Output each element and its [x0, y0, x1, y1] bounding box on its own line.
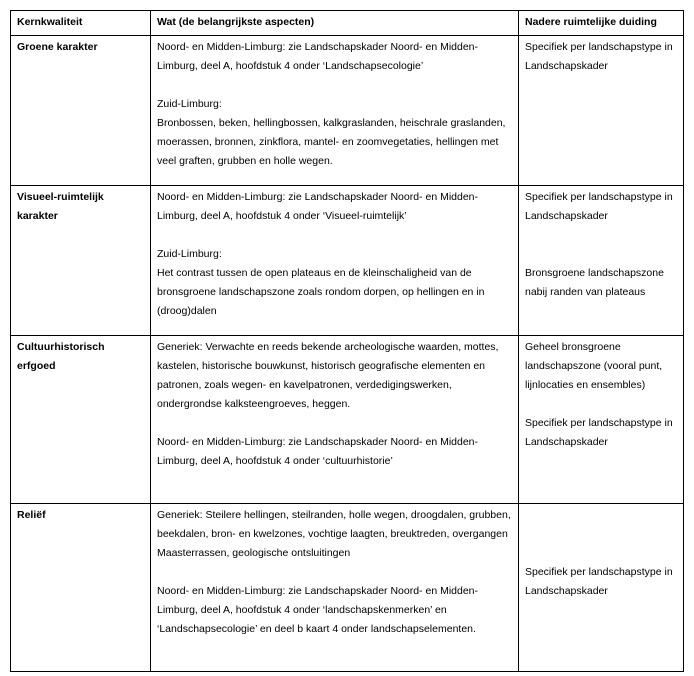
- wat-paragraph: Noord- en Midden-Limburg: zie Landschapskader Noord- en Midden-Limburg, deel A, hoofdstuk 4 onder ‘landschapskenmerken’ en ‘Landschapsecologie’ en deel b kaart 4 onder landschapselementen.: [157, 585, 479, 635]
- kernkwaliteit-cell: Groene karakter: [11, 36, 151, 186]
- duiding-cell: [519, 36, 684, 186]
- table-row: [11, 504, 684, 672]
- wat-paragraph: Zuid-Limburg: Het contrast tussen de open plateaus en de kleinschaligheid van de bronsgroene landschapszone zoals rondom dorpen, op hellingen en in (droog)dalen: [157, 248, 485, 317]
- table-row: [11, 36, 684, 186]
- wat-paragraph: Generiek: Steilere hellingen, steilranden, holle wegen, droogdalen, grubben, beekdalen, bron- en kwelzones, vochtige laagten, breuktreden, overgangen Maasterrassen, geologische ontsluitingen: [157, 509, 511, 559]
- kernkwaliteiten-table: [10, 10, 684, 672]
- kernkwaliteit-cell: Cultuurhistorisch erfgoed: [11, 336, 151, 504]
- wat-paragraph: Generiek: Verwachte en reeds bekende archeologische waarden, mottes, kastelen, historische bouwkunst, historisch geografische elementen en patronen, zoals wegen- en kavelpatronen, verdedigingswerken, ondergrondse kalksteengroeves, heggen.: [157, 341, 499, 410]
- duiding-paragraph: Specifiek per landschapstype in Landschapskader: [525, 191, 673, 222]
- duiding-paragraph: Geheel bronsgroene landschapszone (vooral punt, lijnlocaties en ensembles): [525, 341, 663, 391]
- duiding-paragraph: Specifiek per landschapstype in Landschapskader: [525, 41, 673, 72]
- duiding-cell: [519, 186, 684, 336]
- table-row: [11, 186, 684, 336]
- duiding-cell: [519, 504, 684, 672]
- duiding-paragraph: Bronsgroene landschapszone nabij randen van plateaus: [525, 267, 664, 298]
- kernkwaliteit-cell: Visueel-ruimtelijk karakter: [11, 186, 151, 336]
- table-row: [11, 336, 684, 504]
- wat-cell: [151, 186, 519, 336]
- duiding-cell: [519, 336, 684, 504]
- header-nadere-duiding: Nadere ruimtelijke duiding: [519, 11, 684, 36]
- header-row: [11, 11, 684, 36]
- wat-cell: [151, 36, 519, 186]
- header-wat: Wat (de belangrijkste aspecten): [151, 11, 519, 36]
- wat-paragraph: Noord- en Midden-Limburg: zie Landschapskader Noord- en Midden-Limburg, deel A, hoofdstuk 4 onder ‘cultuurhistorie’: [157, 436, 479, 467]
- duiding-paragraph: Specifiek per landschapstype in Landschapskader: [525, 566, 673, 597]
- duiding-paragraph: Specifiek per landschapstype in Landschapskader: [525, 417, 673, 448]
- wat-paragraph: Noord- en Midden-Limburg: zie Landschapskader Noord- en Midden-Limburg, deel A, hoofdstuk 4 onder ‘Visueel-ruimtelijk’: [157, 191, 479, 222]
- wat-cell: [151, 336, 519, 504]
- wat-paragraph: Noord- en Midden-Limburg: zie Landschapskader Noord- en Midden-Limburg, deel A, hoofdstuk 4 onder ‘Landschapsecologie’: [157, 41, 479, 72]
- header-kernkwaliteit: Kernkwaliteit: [11, 11, 151, 36]
- wat-paragraph: Zuid-Limburg: Bronbossen, beken, hellingbossen, kalkgraslanden, heischrale graslanden, moerassen, bronnen, zinkflora, mantel- en zoomvegetaties, hellingen met veel graften, grubben en holle wegen.: [157, 98, 506, 167]
- kernkwaliteit-cell: Reliëf: [11, 504, 151, 672]
- wat-cell: [151, 504, 519, 672]
